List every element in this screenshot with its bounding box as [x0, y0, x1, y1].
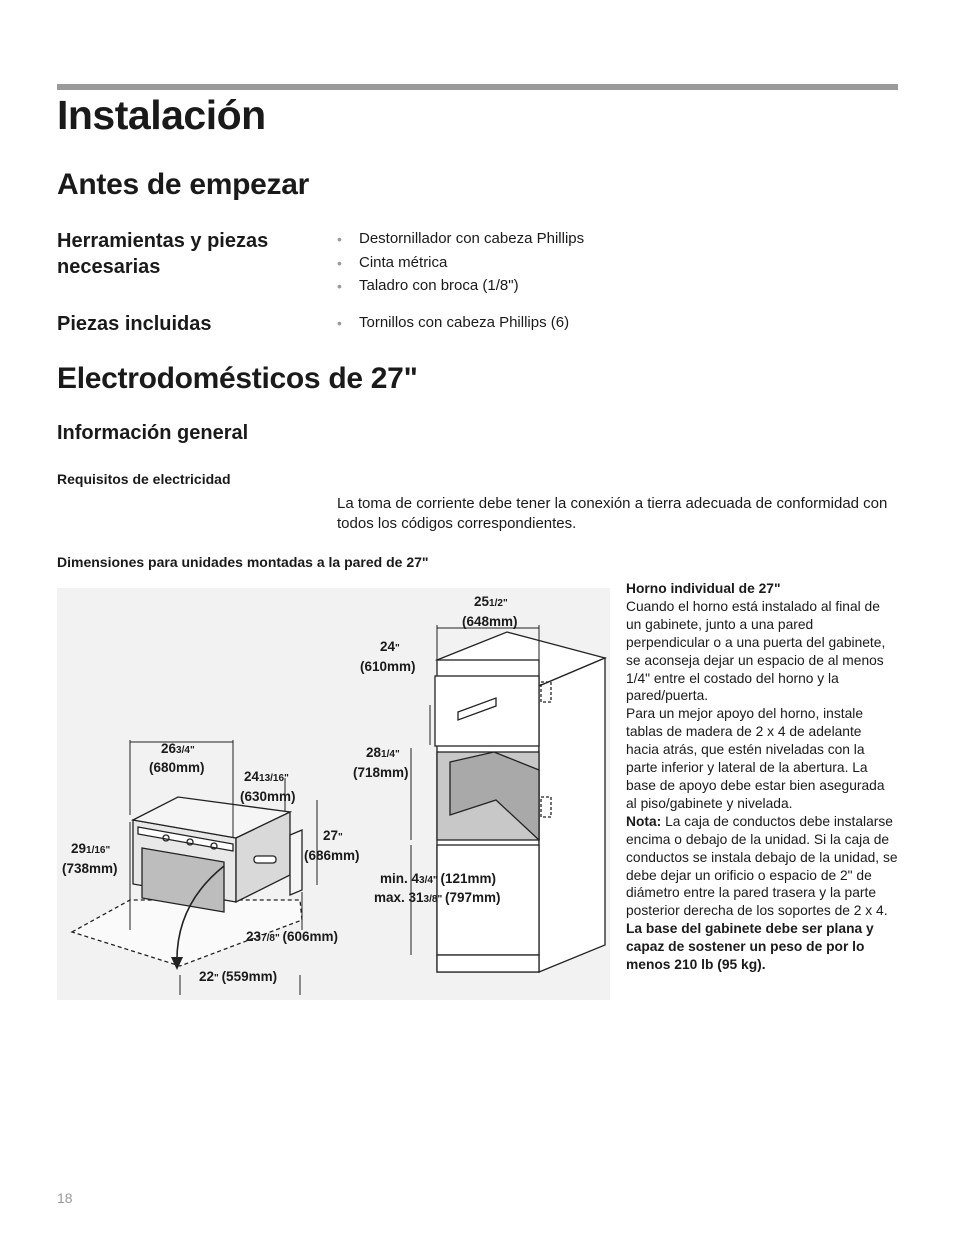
general-info-heading: Información general [57, 422, 249, 444]
max-height-label: max. 313/8" (797mm) [374, 890, 501, 905]
height-label: 291/16" [71, 841, 111, 856]
electric-text: La toma de corriente debe tener la conexión a tierra adecuada de conformidad con todos los códigos correspondientes. [337, 495, 888, 532]
page-number: 18 [57, 1190, 73, 1206]
notes-bold-warning: La base del gabinete debe ser plana y capaz de sostener un peso de por lo menos 210 lb (95 kg). [626, 921, 874, 973]
opening-height-mm-label: (718mm) [353, 765, 409, 780]
header-rule [57, 84, 898, 90]
note-text: La caja de conductos debe instalarse encima o debajo de la unidad. Si la caja de conductos se instala debajo de la unidad, se debe dejar un orificio o espacio de 2" de diámetro entre la pared trasera y la parte posterior derecha de los soportes de 2 x 4. [626, 813, 898, 919]
opening-width-label: 24" [380, 639, 400, 654]
parts-heading: Piezas incluidas [57, 313, 212, 335]
cabinet-width-mm-label: (648mm) [462, 614, 518, 629]
notes-heading: Horno individual de 27" [626, 581, 781, 596]
width-mm-label: (680mm) [149, 760, 205, 775]
single-oven-notes [626, 580, 898, 974]
dimensions-heading: Dimensiones para unidades montadas a la pared de 27" [57, 554, 429, 570]
cutout-width-label: 237/8" (606mm) [246, 929, 338, 944]
height-mm-label: (738mm) [62, 861, 118, 876]
tools-heading: Herramientas y piezas necesarias [57, 230, 269, 278]
tools-list-item: • Cinta métrica [335, 253, 584, 277]
parts-list-item: • Tornillos con cabeza Phillips (6) [335, 313, 569, 337]
tools-list [335, 229, 584, 300]
width-label: 263/4" [161, 741, 195, 756]
parts-list [335, 313, 569, 337]
opening-width-mm-label: (610mm) [360, 659, 416, 674]
notes-paragraph-1: Cuando el horno está instalado al final de un gabinete, junto a una pared perpendicular o a una puerta del gabinete, se aconseja dejar un espacio de al menos 1/4" entre el costado del horno y la pared/puerta. [626, 598, 886, 704]
cabinet-drawing [435, 632, 605, 972]
note-label: Nota: [626, 813, 662, 829]
page-title: Instalación [57, 92, 266, 138]
tools-list-item: • Taladro con broca (1/8") [335, 276, 584, 300]
notes-note [626, 813, 898, 920]
cabinet-width-label: 251/2" [474, 594, 508, 609]
opening-height-label: 281/4" [366, 745, 400, 760]
depth-mm-label: (630mm) [240, 789, 296, 804]
notes-paragraph-2: Para un mejor apoyo del horno, instale tablas de madera de 2 x 4 de adelante hacia atrás, que estén niveladas con la parte inferior y lateral de la abertura. La base de apoyo debe estar bien asegurada al piso/gabinete y nivelada. [626, 706, 885, 811]
dimensions-diagram [57, 585, 610, 1003]
cutout-height-mm-label: (686mm) [304, 848, 360, 863]
cutout-height-label: 27" [323, 828, 343, 843]
section-heading-antes: Antes de empezar [57, 168, 309, 201]
tools-list-item: • Destornillador con cabeza Phillips [335, 229, 584, 253]
min-height-label: min. 43/4" (121mm) [380, 871, 496, 886]
door-swing-label: 22" (559mm) [199, 969, 278, 984]
depth-label: 2413/16" [244, 769, 289, 784]
electric-heading: Requisitos de electricidad [57, 471, 231, 487]
section-heading-electro: Electrodomésticos de 27" [57, 362, 418, 395]
